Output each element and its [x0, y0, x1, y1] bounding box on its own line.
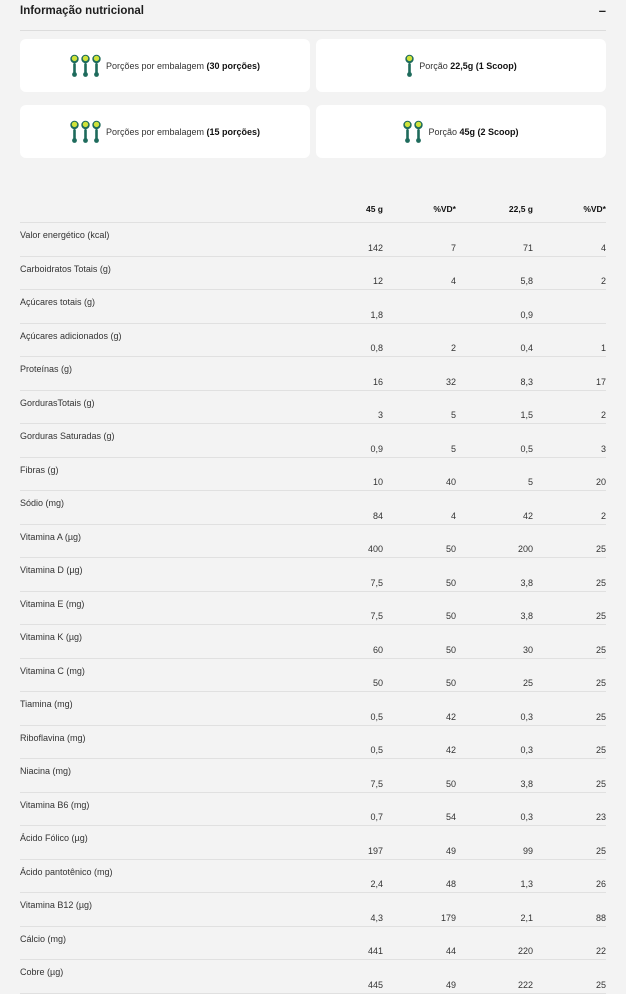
table-row [20, 223, 606, 257]
vd-45g: 49 [383, 826, 456, 860]
header-22-5g: 22,5 g [456, 196, 533, 223]
value-22-5g: 8,3 [456, 357, 533, 391]
value-45g: 441 [210, 926, 383, 960]
value-22-5g: 1,5 [456, 390, 533, 424]
nutrient-label: Açúcares adicionados (g) [20, 323, 210, 357]
nutrient-label: Cálcio (mg) [20, 926, 210, 960]
header-label [20, 196, 210, 223]
nutrient-label: Ácido pantotênico (mg) [20, 859, 210, 893]
card-text: Porção 22,5g (1 Scoop) [419, 60, 517, 71]
scoop-icon [414, 120, 423, 144]
value-22-5g: 3,8 [456, 591, 533, 625]
table-row [20, 591, 606, 625]
servings-card-30 [20, 39, 310, 92]
vd-22-5g: 2 [533, 390, 606, 424]
nutrient-label: Vitamina A (µg) [20, 524, 210, 558]
value-22-5g: 5,8 [456, 256, 533, 290]
vd-22-5g: 4 [533, 223, 606, 257]
value-22-5g: 71 [456, 223, 533, 257]
value-45g: 0,5 [210, 725, 383, 759]
vd-45g: 50 [383, 759, 456, 793]
card-text: Porções por embalagem (15 porções) [105, 126, 261, 137]
nutrient-label: Vitamina B6 (mg) [20, 792, 210, 826]
table-row [20, 759, 606, 793]
section-header[interactable] [20, 0, 606, 31]
value-22-5g: 5 [456, 457, 533, 491]
value-45g: 60 [210, 625, 383, 659]
card-text: Porção 45g (2 Scoop) [428, 126, 519, 137]
value-22-5g: 3,8 [456, 759, 533, 793]
vd-45g: 48 [383, 859, 456, 893]
value-22-5g: 99 [456, 826, 533, 860]
nutrient-label: Vitamina B12 (µg) [20, 893, 210, 927]
value-22-5g: 2,1 [456, 893, 533, 927]
vd-45g [383, 290, 456, 324]
value-45g: 16 [210, 357, 383, 391]
scoop-icon [92, 54, 101, 78]
vd-22-5g: 2 [533, 491, 606, 525]
table-row [20, 323, 606, 357]
nutrient-label: Cobre (µg) [20, 960, 210, 994]
value-45g: 0,5 [210, 692, 383, 726]
table-row [20, 290, 606, 324]
header-vd-22-5g: %VD* [533, 196, 606, 223]
nutrient-label: Sódio (mg) [20, 491, 210, 525]
table-row [20, 792, 606, 826]
vd-45g: 49 [383, 960, 456, 994]
vd-22-5g: 25 [533, 692, 606, 726]
value-45g: 7,5 [210, 558, 383, 592]
value-45g: 0,7 [210, 792, 383, 826]
portion-card-45g [316, 105, 606, 158]
value-22-5g: 25 [456, 658, 533, 692]
table-row [20, 692, 606, 726]
collapse-toggle-icon[interactable]: – [598, 3, 606, 18]
vd-22-5g: 25 [533, 826, 606, 860]
scoop-icon [81, 120, 90, 144]
vd-45g: 5 [383, 390, 456, 424]
vd-45g: 50 [383, 658, 456, 692]
vd-45g: 50 [383, 625, 456, 659]
scoop-icon-group [70, 120, 101, 144]
vd-22-5g: 22 [533, 926, 606, 960]
vd-22-5g: 25 [533, 591, 606, 625]
scoop-icon [405, 54, 414, 78]
servings-card-15 [20, 105, 310, 158]
value-45g: 0,8 [210, 323, 383, 357]
card-text: Porções por embalagem (30 porções) [105, 60, 261, 71]
value-22-5g: 0,5 [456, 424, 533, 458]
nutrient-label: Valor energético (kcal) [20, 223, 210, 257]
vd-45g: 179 [383, 893, 456, 927]
table-row [20, 457, 606, 491]
value-45g: 50 [210, 658, 383, 692]
vd-45g: 50 [383, 524, 456, 558]
value-22-5g: 220 [456, 926, 533, 960]
table-row [20, 926, 606, 960]
vd-45g: 42 [383, 692, 456, 726]
nutrient-label: Riboflavina (mg) [20, 725, 210, 759]
vd-22-5g: 26 [533, 859, 606, 893]
value-22-5g: 200 [456, 524, 533, 558]
vd-22-5g: 25 [533, 558, 606, 592]
table-row [20, 826, 606, 860]
table-row [20, 491, 606, 525]
value-45g: 84 [210, 491, 383, 525]
vd-22-5g: 25 [533, 960, 606, 994]
scoop-icon-group [403, 120, 423, 144]
table-row [20, 859, 606, 893]
scoop-icon-group [70, 54, 101, 78]
value-45g: 7,5 [210, 759, 383, 793]
vd-22-5g: 2 [533, 256, 606, 290]
vd-45g: 5 [383, 424, 456, 458]
vd-45g: 2 [383, 323, 456, 357]
portion-card-22-5g [316, 39, 606, 92]
table-body [20, 223, 606, 994]
vd-22-5g: 25 [533, 725, 606, 759]
scoop-icon-group [405, 54, 414, 78]
value-45g: 1,8 [210, 290, 383, 324]
vd-22-5g: 25 [533, 524, 606, 558]
table-row [20, 558, 606, 592]
table-row [20, 658, 606, 692]
vd-45g: 50 [383, 558, 456, 592]
value-45g: 445 [210, 960, 383, 994]
table-header-row [20, 196, 606, 223]
value-45g: 197 [210, 826, 383, 860]
nutrient-label: Fibras (g) [20, 457, 210, 491]
nutrient-label: Açúcares totais (g) [20, 290, 210, 324]
table-row [20, 960, 606, 994]
vd-22-5g: 3 [533, 424, 606, 458]
vd-45g: 44 [383, 926, 456, 960]
table-row [20, 893, 606, 927]
value-22-5g: 0,4 [456, 323, 533, 357]
value-45g: 12 [210, 256, 383, 290]
vd-45g: 50 [383, 591, 456, 625]
nutrient-label: Vitamina C (mg) [20, 658, 210, 692]
value-45g: 3 [210, 390, 383, 424]
vd-22-5g: 25 [533, 625, 606, 659]
scoop-icon [92, 120, 101, 144]
value-22-5g: 0,3 [456, 792, 533, 826]
table-row [20, 625, 606, 659]
header-vd-45g: %VD* [383, 196, 456, 223]
value-22-5g: 42 [456, 491, 533, 525]
vd-22-5g: 20 [533, 457, 606, 491]
value-22-5g: 0,9 [456, 290, 533, 324]
nutrient-label: Niacina (mg) [20, 759, 210, 793]
table-row [20, 390, 606, 424]
table-row [20, 524, 606, 558]
value-45g: 2,4 [210, 859, 383, 893]
scoop-icon [70, 120, 79, 144]
scoop-icon [70, 54, 79, 78]
scoop-icon [403, 120, 412, 144]
vd-22-5g: 23 [533, 792, 606, 826]
table-row [20, 256, 606, 290]
value-22-5g: 0,3 [456, 692, 533, 726]
vd-22-5g: 17 [533, 357, 606, 391]
vd-45g: 42 [383, 725, 456, 759]
vd-22-5g: 25 [533, 658, 606, 692]
vd-22-5g: 88 [533, 893, 606, 927]
nutrient-label: Ácido Fólico (µg) [20, 826, 210, 860]
vd-45g: 4 [383, 256, 456, 290]
scoop-icon [81, 54, 90, 78]
nutrient-label: Vitamina D (µg) [20, 558, 210, 592]
section-title: Informação nutricional [20, 5, 144, 17]
table-row [20, 357, 606, 391]
nutrition-table [20, 196, 606, 994]
nutrient-label: GordurasTotais (g) [20, 390, 210, 424]
nutrient-label: Vitamina K (µg) [20, 625, 210, 659]
value-22-5g: 0,3 [456, 725, 533, 759]
nutrient-label: Proteínas (g) [20, 357, 210, 391]
value-45g: 10 [210, 457, 383, 491]
value-22-5g: 3,8 [456, 558, 533, 592]
value-45g: 4,3 [210, 893, 383, 927]
vd-45g: 54 [383, 792, 456, 826]
header-45g: 45 g [210, 196, 383, 223]
vd-22-5g [533, 290, 606, 324]
value-45g: 0,9 [210, 424, 383, 458]
nutrient-label: Tiamina (mg) [20, 692, 210, 726]
vd-45g: 40 [383, 457, 456, 491]
value-45g: 142 [210, 223, 383, 257]
vd-45g: 32 [383, 357, 456, 391]
table-row [20, 725, 606, 759]
value-45g: 400 [210, 524, 383, 558]
value-45g: 7,5 [210, 591, 383, 625]
nutrient-label: Carboidratos Totais (g) [20, 256, 210, 290]
value-22-5g: 1,3 [456, 859, 533, 893]
nutrient-label: Vitamina E (mg) [20, 591, 210, 625]
value-22-5g: 222 [456, 960, 533, 994]
vd-22-5g: 1 [533, 323, 606, 357]
vd-45g: 7 [383, 223, 456, 257]
table-row [20, 424, 606, 458]
nutrient-label: Gorduras Saturadas (g) [20, 424, 210, 458]
vd-45g: 4 [383, 491, 456, 525]
vd-22-5g: 25 [533, 759, 606, 793]
value-22-5g: 30 [456, 625, 533, 659]
